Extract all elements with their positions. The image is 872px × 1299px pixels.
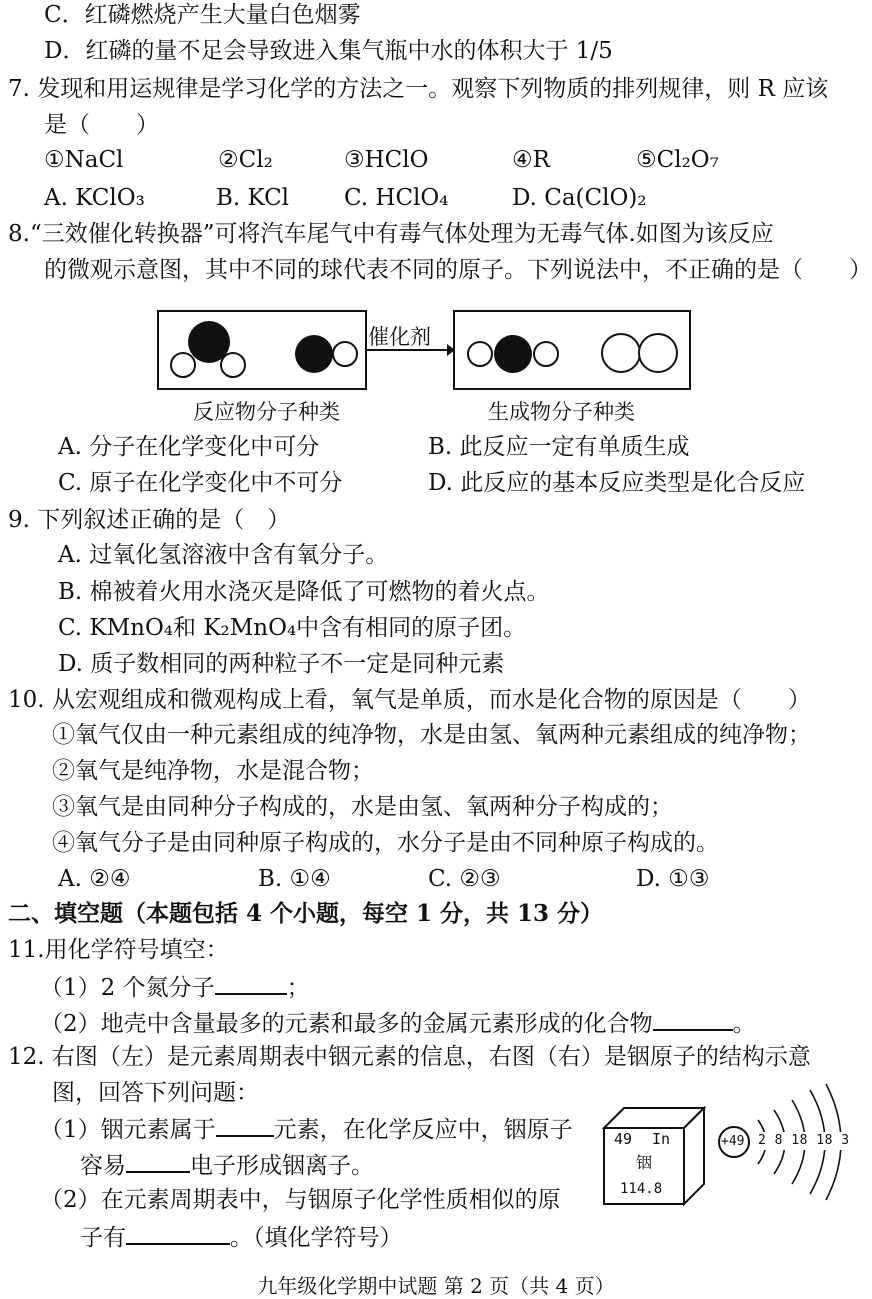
q12-part-2a: （2）在元素周期表中，与铟原子化学性质相似的原: [40, 1187, 561, 1213]
element-atomic-mass: 114.8: [620, 1181, 663, 1197]
product-white-atom-2: [639, 334, 677, 372]
q9-option-c: C. KMnO₄和 K₂MnO₄中含有相同的原子团。: [58, 615, 527, 641]
q11-part-2-end: 。: [732, 1011, 756, 1037]
q12-part-2b: [80, 1221, 403, 1253]
q11-part-1-text: （1）2 个氮分子: [40, 975, 215, 1001]
q12-blank-2[interactable]: [126, 1149, 190, 1173]
q7-option-d: D. Ca(ClO)₂: [512, 185, 647, 211]
q9-stem: 9. 下列叙述正确的是（ ）: [8, 507, 291, 533]
product-molecules-box: [453, 310, 691, 390]
q12-stem-line2: 图，回答下列问题：: [52, 1080, 259, 1106]
product-molecules-svg: [455, 312, 689, 388]
q9-option-a: A. 过氧化氢溶液中含有氧分子。: [58, 542, 389, 568]
q11-part-1-end: ；: [286, 975, 310, 1001]
nucleus-charge: +49: [721, 1134, 745, 1149]
q7-stem-line1: 7. 发现和用运规律是学习化学的方法之一。观察下列物质的排列规律，则 R 应该: [8, 76, 829, 102]
reactant-small-white-atom-left: [171, 353, 195, 377]
q7-item-4: ④R: [512, 147, 550, 173]
q12-part-2b-end: 。（填化学符号）: [230, 1225, 403, 1251]
q11-part-1: [40, 971, 310, 1003]
q12-part-1a-end: 元素，在化学反应中，铟原子: [273, 1117, 573, 1143]
q10-stem: 10. 从宏观组成和微观构成上看，氧气是单质，而水是化合物的原因是（ ）: [8, 687, 811, 713]
q7-item-1: ①NaCl: [44, 147, 124, 173]
q9-option-b: B. 棉被着火用水浇灭是降低了可燃物的着火点。: [58, 579, 550, 605]
q7-stem-line2: 是（ ）: [44, 112, 159, 138]
q7-option-b: B. KCl: [216, 185, 290, 211]
q6-option-d: D．红磷的量不足会导致进入集气瓶中水的体积大于 1/5: [44, 38, 613, 64]
q8-stem-line1: 8.“三效催化转换器”可将汽车尾气中有毒气体处理为无毒气体.如图为该反应: [8, 221, 774, 247]
reactant-dark-atom: [295, 335, 333, 373]
q11-part-2-text: （2）地壳中含量最多的元素和最多的金属元素形成的化合物: [40, 1011, 653, 1037]
catalyst-label: 催化剂: [368, 325, 431, 349]
q11-part-2: [40, 1007, 756, 1039]
q10-option-c: C. ②③: [428, 866, 501, 892]
product-dark-atom: [494, 335, 532, 373]
q11-blank-2[interactable]: [653, 1007, 733, 1031]
product-white-atom-1: [602, 334, 640, 372]
element-symbol: In: [652, 1130, 671, 1148]
element-atomic-number: 49: [614, 1130, 633, 1148]
electron-shell-counts: 2 8 18 18 3: [758, 1133, 850, 1148]
q9-option-d: D. 质子数相同的两种粒子不一定是同种元素: [58, 651, 505, 677]
q7-item-5: ⑤Cl₂O₇: [636, 147, 719, 173]
q10-statement-2: ②氧气是纯净物，水是混合物；: [52, 758, 374, 784]
element-name: 铟: [636, 1153, 653, 1172]
q7-item-2: ②Cl₂: [218, 147, 273, 173]
q8-option-d: D. 此反应的基本反应类型是化合反应: [428, 470, 806, 496]
reaction-arrow: [363, 340, 455, 360]
product-white-atom-left: [468, 342, 492, 366]
q12-blank-3[interactable]: [126, 1221, 230, 1245]
q10-option-d: D. ①③: [636, 866, 710, 892]
q7-option-c: C. HClO₄: [344, 185, 449, 211]
q12-part-1b-end: 电子形成铟离子。: [190, 1153, 374, 1179]
q12-stem-line1: 12. 右图（左）是元素周期表中铟元素的信息，右图（右）是铟原子的结构示意: [8, 1044, 811, 1070]
reactant-molecules-svg: [159, 312, 365, 388]
caption-reactants: 反应物分子种类: [193, 400, 340, 424]
q12-part-1a-text: （1）铟元素属于: [40, 1117, 216, 1143]
q10-statement-1: ①氧气仅由一种元素组成的纯净物，水是由氢、氧两种元素组成的纯净物；: [52, 722, 811, 748]
q10-option-b: B. ①④: [258, 866, 331, 892]
reactant-white-atom: [333, 342, 357, 366]
q11-blank-1[interactable]: [215, 971, 287, 995]
q7-option-a: A. KClO₃: [44, 185, 145, 211]
reactant-molecules-box: [157, 310, 367, 390]
q7-item-3: ③HClO: [344, 147, 429, 173]
q10-statement-4: ④氧气分子是由同种原子构成的，水分子是由不同种原子构成的。: [52, 830, 719, 856]
caption-products: 生成物分子种类: [488, 400, 635, 424]
section-2-title: 二、填空题（本题包括 4 个小题，每空 1 分，共 13 分）: [8, 900, 604, 927]
q12-blank-1[interactable]: [216, 1113, 274, 1137]
product-white-atom-right: [534, 342, 558, 366]
q8-option-b: B. 此反应一定有单质生成: [428, 434, 690, 460]
q12-part-2b-text: 子有: [80, 1225, 126, 1251]
q6-option-c: C．红磷燃烧产生大量白色烟雾: [44, 2, 361, 28]
q11-stem: 11.用化学符号填空：: [8, 937, 229, 963]
q12-part-1b: [80, 1149, 374, 1181]
q10-statement-3: ③氧气是由同种分子构成的，水是由氢、氧两种分子构成的；: [52, 794, 673, 820]
q10-option-a: A. ②④: [58, 866, 131, 892]
q8-stem-line2: 的微观示意图，其中不同的球代表不同的原子。下列说法中，不正确的是（ ）: [44, 257, 872, 283]
page-footer: 九年级化学期中试题 第 2 页（共 4 页）: [257, 1274, 615, 1298]
reactant-small-white-atom-right: [221, 353, 245, 377]
q12-part-1b-text: 容易: [80, 1153, 126, 1179]
q8-option-c: C. 原子在化学变化中不可分: [58, 470, 343, 496]
q12-part-1a: [40, 1113, 573, 1145]
q8-option-a: A. 分子在化学变化中可分: [58, 434, 320, 460]
